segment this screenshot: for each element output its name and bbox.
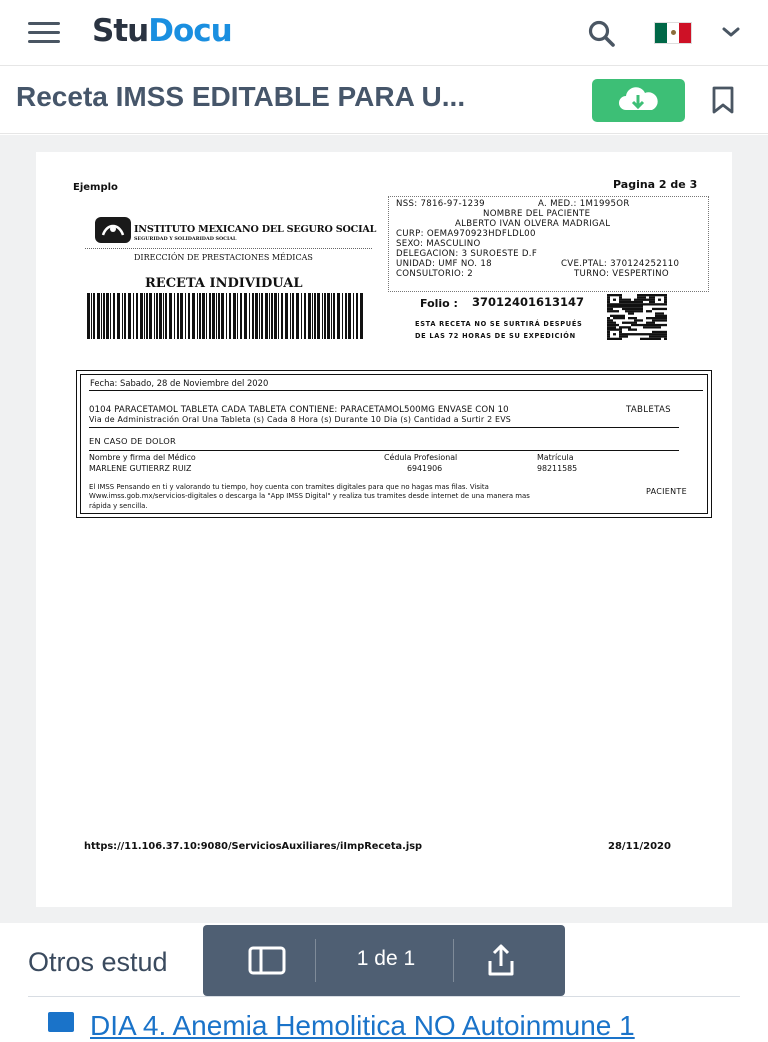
page-navigation-bar <box>203 925 565 996</box>
indication-divider <box>89 450 679 451</box>
pager-divider <box>453 939 454 982</box>
direction-label: DIRECCIÓN DE PRESTACIONES MÉDICAS <box>134 253 313 262</box>
document-page <box>36 152 732 907</box>
patient-name: ALBERTO IVAN OLVERA MADRIGAL <box>455 219 611 229</box>
cedula-value: 6941906 <box>407 464 443 473</box>
document-title-bar <box>0 66 768 134</box>
bookmark-icon[interactable] <box>708 84 738 116</box>
search-icon[interactable] <box>586 18 618 50</box>
date-divider <box>89 390 703 391</box>
page-count: 1 de 1 <box>356 947 416 970</box>
download-button[interactable] <box>592 79 685 122</box>
instructions-divider <box>89 427 679 428</box>
studocu-logo[interactable] <box>92 13 232 49</box>
notice-line3: rápida y sencilla. <box>89 501 148 510</box>
footer-date: 28/11/2020 <box>608 841 671 852</box>
notice-line2: Www.imss.gob.mx/servicios-digitales o descarga la "App IMSS Digital" y realiza tus tramites desde internet de una manera mas <box>89 492 530 501</box>
matricula-value: 98211585 <box>537 464 578 473</box>
patient-info-box <box>388 196 709 292</box>
matricula-label: Matrícula <box>537 453 574 462</box>
pager-divider <box>315 939 316 982</box>
cveptal-field: CVE.PTAL: 370124252110 <box>561 259 680 269</box>
header-divider <box>85 248 372 249</box>
logo-text-docu: Docu <box>148 13 232 49</box>
sexo-field: SEXO: MASCULINO <box>396 239 481 249</box>
expiry-warning-line2: DE LAS 72 HORAS DE SU EXPEDICIÓN <box>415 331 576 340</box>
unidad-field: UNIDAD: UMF NO. 18 <box>396 259 492 269</box>
chevron-down-icon[interactable] <box>720 24 742 40</box>
amed-field: A. MED.: 1M1995OR <box>538 199 630 209</box>
barcode-image <box>87 293 365 339</box>
document-title: Receta IMSS EDITABLE PARA U... <box>16 81 466 112</box>
institution-subtitle: SEGURIDAD Y SOLIDARIDAD SOCIAL <box>134 236 237 242</box>
curp-field: CURP: OEMA970923HDFLDL00 <box>396 229 536 239</box>
related-section-title: Otros estud <box>28 947 168 977</box>
turno-field: TURNO: VESPERTINO <box>574 269 669 279</box>
folio-label: Folio : <box>420 297 458 310</box>
patient-name-label: NOMBRE DEL PACIENTE <box>483 209 591 219</box>
medication-line: 0104 PARACETAMOL TABLETA CADA TABLETA CONTIENE: PARACETAMOL500MG ENVASE CON 10 <box>89 405 509 415</box>
prescription-inner-frame <box>80 374 708 514</box>
document-viewer[interactable] <box>0 135 768 923</box>
folio-value: 37012401613147 <box>472 295 585 309</box>
digital-services-notice <box>89 483 530 511</box>
administration-instructions: Via de Administración Oral Una Tableta (s) Cada 8 Hora (s) Durante 10 Dia (s) Cantidad a Surtir 2 EVS <box>89 415 511 424</box>
qr-code-image <box>607 294 667 340</box>
imss-logo-icon <box>95 217 131 243</box>
related-document-link[interactable]: DIA 4. Anemia Hemolitica NO Autoinmune 1 <box>90 1010 635 1041</box>
medication-unit: TABLETAS <box>626 405 671 415</box>
related-divider <box>28 996 740 997</box>
doctor-name: MARLENE GUTIERRZ RUIZ <box>89 464 192 473</box>
expiry-warning <box>415 319 583 342</box>
indication-text: EN CASO DE DOLOR <box>89 436 176 446</box>
consultorio-field: CONSULTORIO: 2 <box>396 269 473 279</box>
delegacion-field: DELEGACION: 3 SUROESTE D.F <box>396 249 538 259</box>
cloud-download-icon <box>592 79 685 122</box>
cedula-label: Cédula Profesional <box>384 453 458 462</box>
nss-field: NSS: 7816-97-1239 <box>396 199 485 209</box>
notice-line1: El IMSS Pensando en ti y valorando tu tiempo, hoy cuenta con tramites digitales para que no hagas mas filas. Visita <box>89 483 489 491</box>
prescription-box <box>76 370 712 518</box>
mexico-flag-icon[interactable] <box>654 22 692 44</box>
doctor-label: Nombre y firma del Médico <box>89 453 196 462</box>
share-upload-icon[interactable] <box>481 941 521 981</box>
receta-title: RECETA INDIVIDUAL <box>145 276 303 291</box>
page-number-label: Pagina 2 de 3 <box>613 178 698 191</box>
institution-name: INSTITUTO MEXICANO DEL SEGURO SOCIAL <box>134 224 377 235</box>
footer-url: https://11.106.37.10:9080/ServiciosAuxiliares/iImpReceta.jsp <box>84 841 423 852</box>
hamburger-menu-icon[interactable] <box>26 20 62 46</box>
logo-text-stu: Stu <box>92 13 149 49</box>
top-navigation <box>0 0 768 66</box>
prescription-date: Fecha: Sabado, 28 de Noviembre del 2020 <box>90 378 269 388</box>
sidebar-panel-icon[interactable] <box>247 941 287 981</box>
example-label: Ejemplo <box>73 182 118 193</box>
expiry-warning-line1: ESTA RECETA NO SE SURTIRÁ DESPUÉS <box>415 320 583 328</box>
document-icon <box>48 1012 74 1032</box>
patient-copy-label: PACIENTE <box>646 487 687 496</box>
